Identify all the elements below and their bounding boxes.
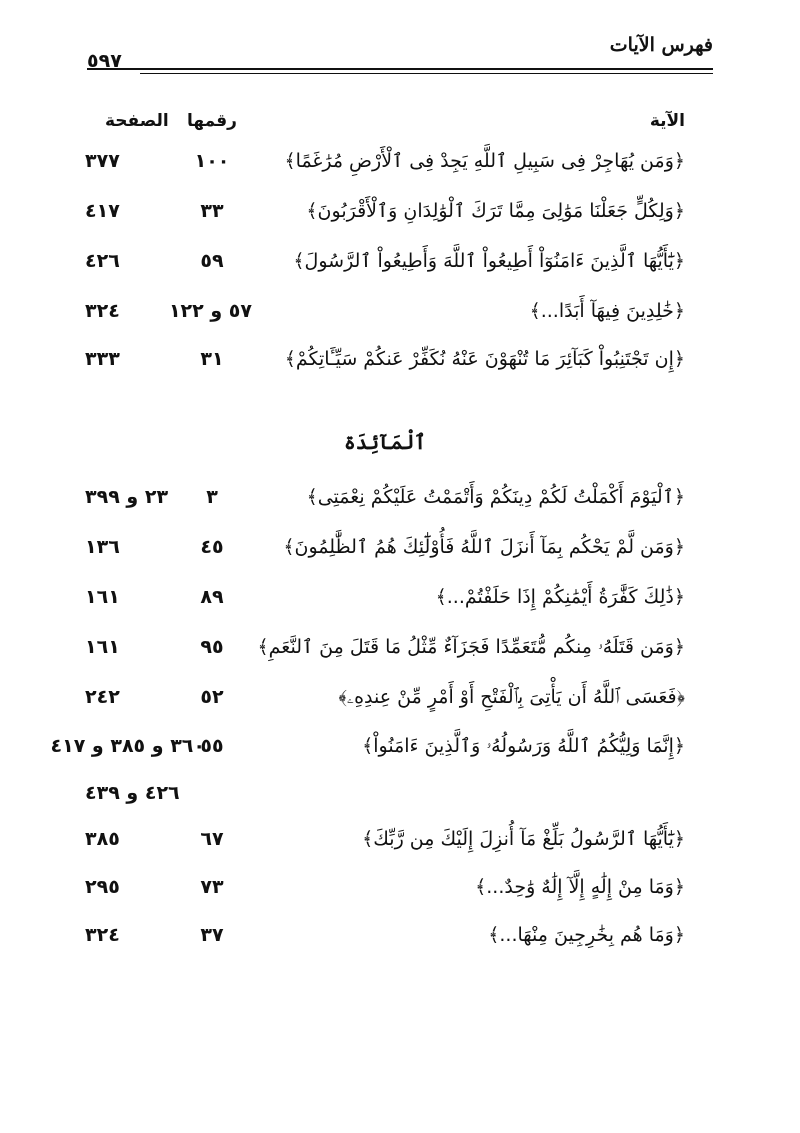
verse-text: ﴿وَمَن يُهَاجِرْ فِى سَبِيلِ ٱللَّهِ يَجِدْ فِى ٱلْأَرْضِ مُرَٰغَمًا﴾ — [284, 150, 685, 172]
verse-number: ٤٥ — [200, 536, 224, 558]
verse-number: ٨٩ — [200, 586, 224, 608]
page-ref: ٢٩٥ — [85, 876, 120, 898]
page-ref: ٣٣٣ — [85, 348, 120, 370]
table-row — [85, 480, 685, 514]
table-row — [85, 680, 685, 714]
table-row — [85, 294, 685, 328]
verse-number: ٣٣ — [200, 200, 224, 222]
page-ref: ٣٦٠ و ٣٨٥ و ٤١٧ — [50, 735, 205, 757]
verse-text: ﴿ذَٰلِكَ كَفَّٰرَةُ أَيْمَٰنِكُمْ إِذَا حَلَفْتُمْ...﴾ — [435, 586, 685, 608]
verse-index-table — [50, 0, 685, 1133]
table-row — [85, 194, 685, 228]
verse-number: ٥٥ — [200, 735, 224, 757]
verse-text: ﴿وَمَن لَّمْ يَحْكُم بِمَآ أَنزَلَ ٱللَّهُ فَأُوْلَٰٓئِكَ هُمُ ٱلظَّٰلِمُونَ﴾ — [283, 536, 685, 558]
sura-title: ٱلْمَآئِدَة — [343, 430, 427, 454]
verse-number: ٣ — [206, 486, 218, 508]
verse-text: ﴿فَعَسَى ٱللَّهُ أَن يَأْتِىَ بِٱلْفَتْحِ أَوْ أَمْرٍ مِّنْ عِندِهِۦ﴾ — [338, 686, 685, 708]
page-ref: ١٦١ — [85, 586, 120, 608]
verse-number: ٥٩ — [200, 250, 224, 272]
verse-text: ﴿يَٰٓأَيُّهَا ٱلَّذِينَ ءَامَنُوٓاْ أَطِيعُواْ ٱللَّهَ وَأَطِيعُواْ ٱلرَّسُولَ﴾ — [293, 250, 685, 272]
verse-text: ﴿خَٰلِدِينَ فِيهَآ أَبَدًا...﴾ — [529, 300, 685, 322]
page-ref: ١٦١ — [85, 636, 120, 658]
verse-text: ﴿إِنَّمَا وَلِيُّكُمُ ٱللَّهُ وَرَسُولُهُۥ وَٱلَّذِينَ ءَامَنُواْ﴾ — [362, 735, 685, 757]
verse-text: ﴿ٱلْيَوْمَ أَكْمَلْتُ لَكُمْ دِينَكُمْ وَأَتْمَمْتُ عَلَيْكُمْ نِعْمَتِى﴾ — [306, 486, 685, 508]
page-ref: ٣٢٤ — [85, 924, 120, 946]
verse-number: ٥٢ — [200, 686, 224, 708]
page-ref: ٣٨٥ — [85, 828, 120, 850]
table-row — [50, 729, 685, 763]
verse-text: ﴿وَلِكُلٍّ جَعَلْنَا مَوَٰلِىَ مِمَّا تَرَكَ ٱلْوَٰلِدَانِ وَٱلْأَقْرَبُونَ﴾ — [306, 200, 685, 222]
table-row-continuation — [85, 776, 685, 810]
verse-text: ﴿إِن تَجْتَنِبُواْ كَبَآئِرَ مَا تُنْهَوْنَ عَنْهُ نُكَفِّرْ عَنكُمْ سَيِّـَٔاتِكُمْ﴾ — [284, 348, 685, 370]
verse-number: ٣١ — [200, 348, 224, 370]
page-ref: ٢٣ و ٣٩٩ — [85, 486, 169, 508]
table-row — [85, 244, 685, 278]
table-row — [85, 580, 685, 614]
table-row — [85, 530, 685, 564]
column-header-number: رقمها — [187, 111, 237, 131]
table-row — [85, 342, 685, 376]
running-title: فهرس الآيات — [609, 34, 713, 56]
table-row — [85, 870, 685, 904]
page-number: ٥٩٧ — [87, 50, 122, 72]
page-ref: ٤٢٦ — [85, 250, 120, 272]
page-ref: ٣٢٤ — [85, 300, 120, 322]
page-ref: ٤١٧ — [85, 200, 120, 222]
page-ref: ١٣٦ — [85, 536, 120, 558]
verse-number: ٥٧ و ١٢٢ — [168, 300, 252, 322]
page-ref: ٤٢٦ و ٤٣٩ — [85, 782, 180, 804]
page-ref: ٣٧٧ — [85, 150, 120, 172]
verse-number: ٦٧ — [200, 828, 224, 850]
column-header-page: الصفحة — [105, 111, 169, 131]
table-row — [85, 918, 685, 952]
table-row — [85, 822, 685, 856]
page-ref: ٢٤٢ — [85, 686, 120, 708]
table-row — [85, 630, 685, 664]
verse-text: ﴿يَٰٓأَيُّهَا ٱلرَّسُولُ بَلِّغْ مَآ أُنزِلَ إِلَيْكَ مِن رَّبِّكَ﴾ — [362, 828, 685, 850]
column-header-row — [85, 104, 685, 138]
verse-number: ٧٣ — [200, 876, 224, 898]
verse-text: ﴿وَمَن قَتَلَهُۥ مِنكُم مُّتَعَمِّدًا فَجَزَآءٌ مِّثْلُ مَا قَتَلَ مِنَ ٱلنَّعَمِ﴾ — [257, 636, 685, 658]
verse-number: ٣٧ — [200, 924, 224, 946]
verse-number: ١٠٠ — [194, 150, 230, 172]
column-header-verse: الآية — [649, 111, 685, 131]
verse-text: ﴿وَمَا هُم بِخَٰرِجِينَ مِنْهَا...﴾ — [488, 924, 685, 946]
table-row — [85, 144, 685, 178]
verse-number: ٩٥ — [200, 636, 224, 658]
verse-text: ﴿وَمَا مِنْ إِلَٰهٍ إِلَّآ إِلَٰهٌ وَٰحِدٌ...﴾ — [475, 876, 685, 898]
